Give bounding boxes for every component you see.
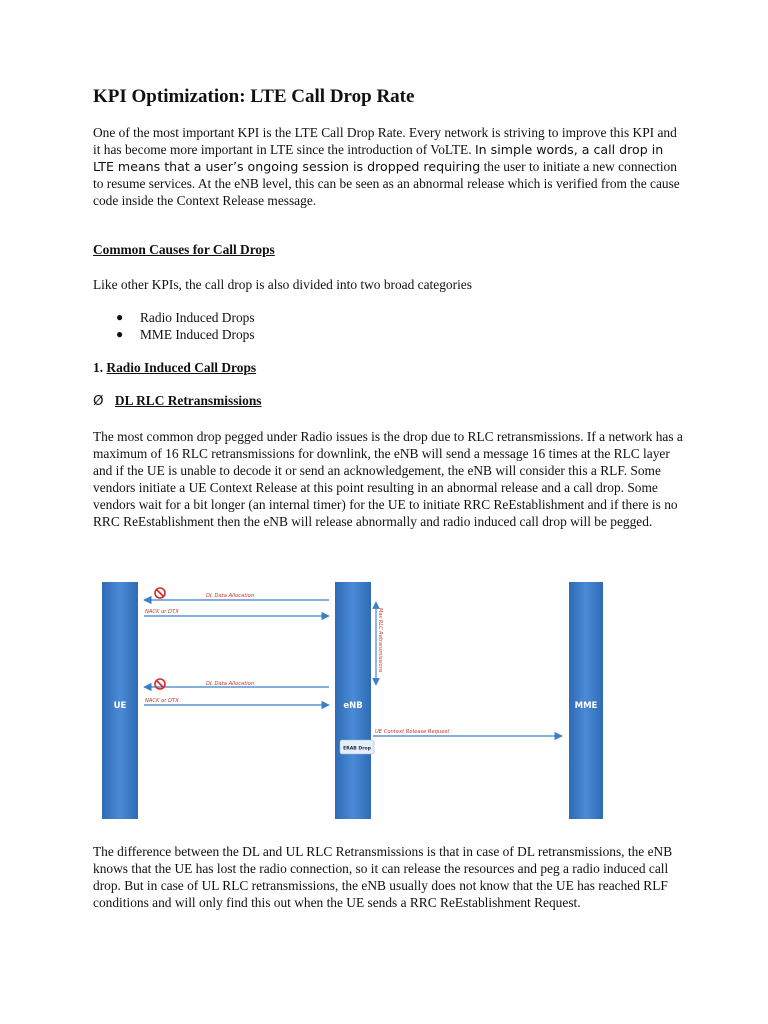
- intro-text-3: the user to initiate a new connection to resume services. At the eNB level, this can be seen as an abnormal release which is verified from the cause code inside the Context Release message.: [93, 159, 680, 208]
- section-dl-rlc: Ø DL RLC Retransmissions: [93, 393, 262, 409]
- categories-intro: Like other KPIs, the call drop is also divided into two broad categories: [93, 277, 472, 292]
- intro-text-2: In simple words, a call drop in LTE means that a user’s ongoing session is dropped requiring: [93, 142, 664, 174]
- page-title: KPI Optimization: LTE Call Drop Rate: [93, 86, 415, 107]
- arrow-symbol-icon: Ø: [93, 394, 104, 409]
- diff-paragraph: The difference between the DL and UL RLC Retransmissions is that in case of DL retransmissions, the eNB knows that the UE has lost the radio connection, so it can release the resources and peg a radio induced call drop. But in case of UL RLC retransmissions, the eNB usually does not know that the UE has reached RLF conditions and will only find this out when the UE sends a RRC ReEstablishment Request.: [93, 844, 673, 910]
- context-release-label: UE Context Release Request: [375, 729, 450, 735]
- enb-label: eNB: [343, 701, 363, 711]
- list-item: ● MME Induced Drops: [116, 327, 255, 342]
- section-radio-induced: 1. Radio Induced Call Drops: [93, 360, 257, 375]
- intro-text-1: One of the most important KPI is the LTE Call Drop Rate. Every network is striving to improve this KPI and it has become more important in LTE since the introduction of VoLTE.: [93, 125, 677, 157]
- erab-drop-label: ERAB Drop: [343, 746, 371, 752]
- dl-data-label-2: DL Data Allocation: [206, 681, 255, 687]
- section-common-causes: Common Causes for Call Drops: [93, 242, 275, 257]
- list-item: ● Radio Induced Drops: [116, 310, 255, 325]
- call-flow-diagram: [92, 572, 684, 834]
- mme-label: MME: [574, 701, 598, 711]
- bullet-icon: ●: [116, 327, 124, 341]
- bullet-icon: ●: [116, 310, 124, 324]
- intro-paragraph: [93, 124, 685, 209]
- category-list: [93, 309, 255, 343]
- nack-label-2: NACK or DTX: [145, 698, 179, 704]
- dl-data-label-1: DL Data Allocation: [206, 593, 255, 599]
- nack-label-1: NACK or DTX: [145, 609, 179, 615]
- max-rlc-label: Max RLC Retransmissions: [377, 608, 383, 673]
- dl-rlc-paragraph: The most common drop pegged under Radio issues is the drop due to RLC retransmissions. If a network has a maximum of 16 RLC retransmissions for downlink, the eNB will send a message 16 times at the RLC layer and if the UE is unable to decode it or send an acknowledgement, the eNB will consider this a RLF. Some vendors initiate a UE Context Release at this point resulting in an abnormal release and a call drop. Some vendors wait for a bit longer (an internal timer) for the UE to initiate RRC ReEstablishment and if there is no RRC ReEstablishment then the eNB will release abnormally and radio induced call drop will be pegged.: [93, 429, 683, 529]
- ue-label: UE: [113, 701, 127, 711]
